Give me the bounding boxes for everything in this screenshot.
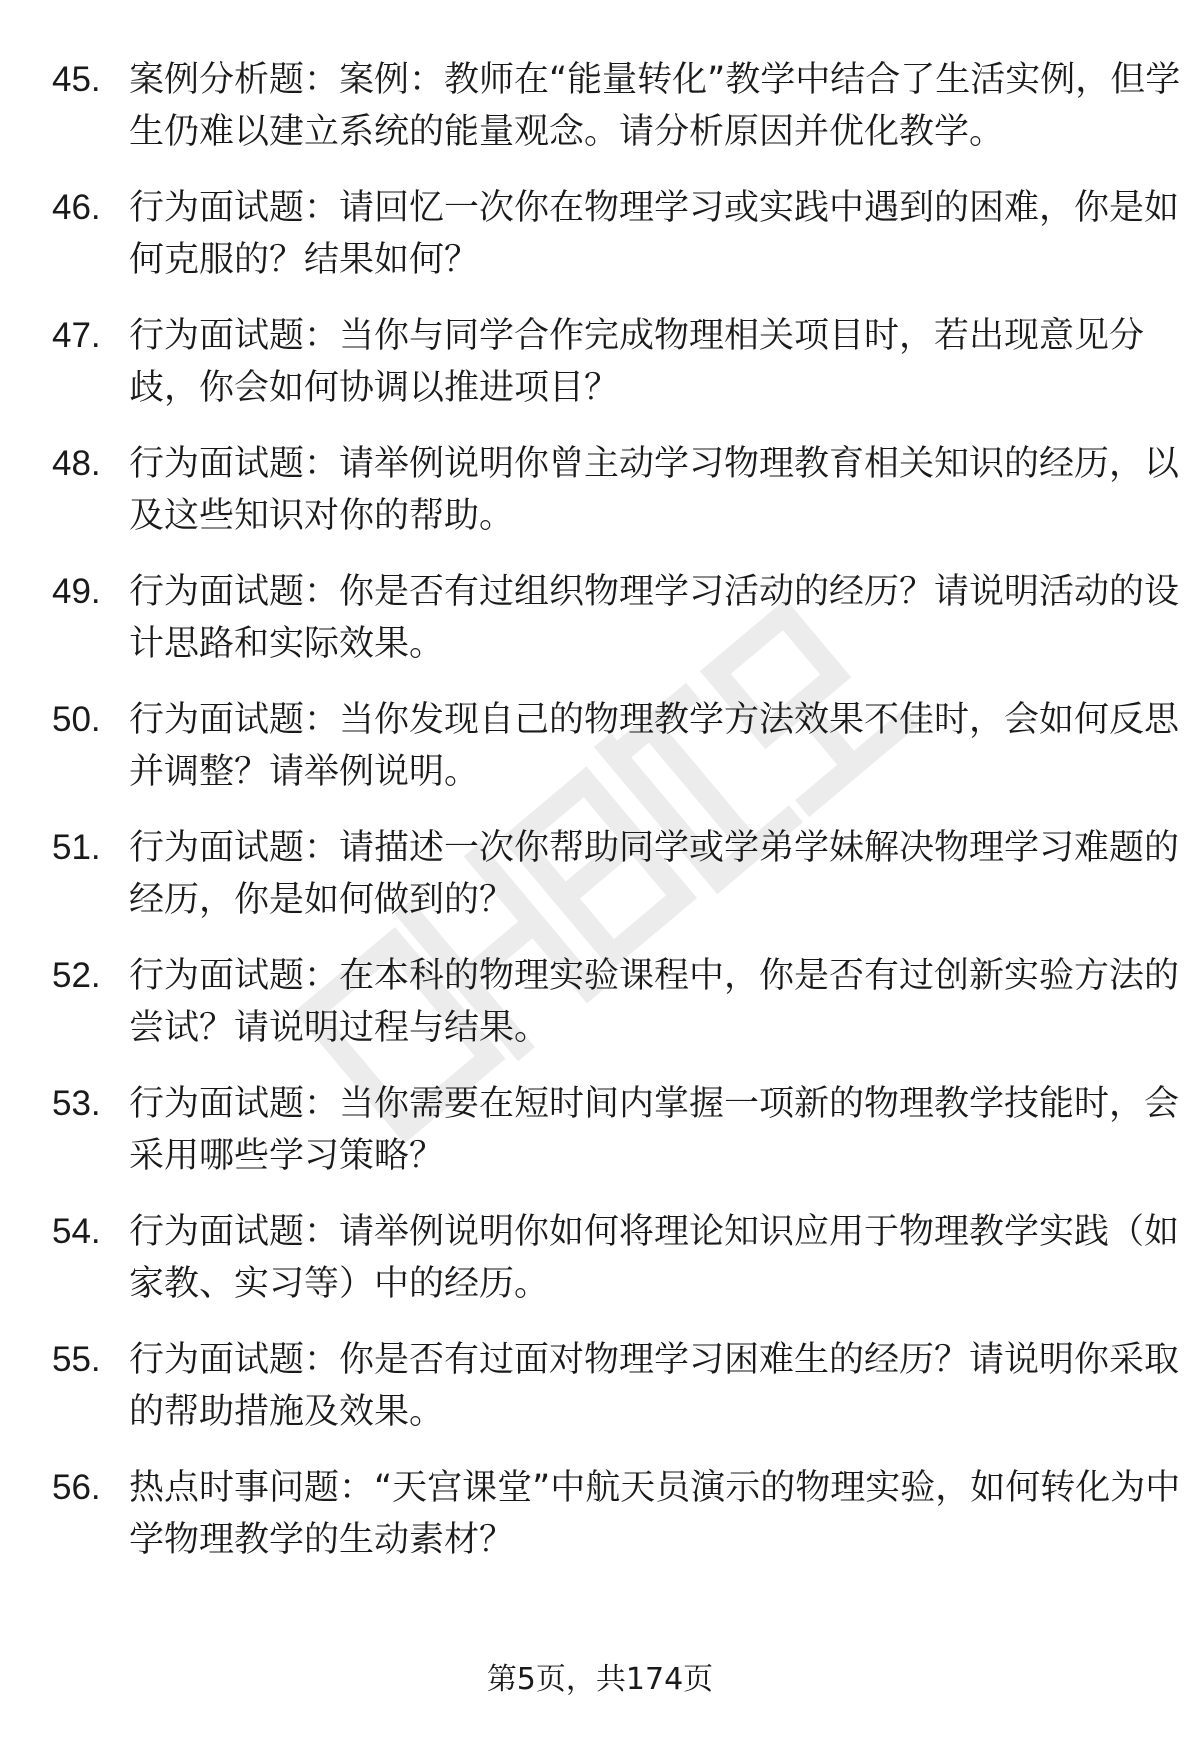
question-number: 54.: [52, 1212, 101, 1251]
question-number: 49.: [52, 572, 101, 611]
question-item: [52, 1334, 1180, 1438]
question-text: 行为面试题：请回忆一次你在物理学习或实践中遇到的困难，你是如何克服的？结果如何？: [129, 188, 1180, 280]
question-number: 51.: [52, 828, 101, 867]
question-text: 行为面试题：请描述一次你帮助同学或学弟学妹解决物理学习难题的经历，你是如何做到的？: [129, 828, 1180, 920]
question-item: [52, 1078, 1180, 1182]
page-footer: [0, 1660, 1200, 1700]
question-number: 52.: [52, 956, 101, 995]
question-number: 46.: [52, 188, 101, 227]
question-text: 行为面试题：当你需要在短时间内掌握一项新的物理教学技能时，会采用哪些学习策略？: [129, 1084, 1180, 1176]
question-item: [52, 694, 1180, 798]
question-text: 行为面试题：当你发现自己的物理教学方法效果不佳时，会如何反思并调整？请举例说明。: [129, 700, 1180, 792]
question-item: [52, 182, 1180, 286]
question-number: 45.: [52, 60, 101, 99]
question-item: [52, 1206, 1180, 1310]
question-text: 行为面试题：你是否有过面对物理学习困难生的经历？请说明你采取的帮助措施及效果。: [129, 1340, 1180, 1432]
question-text: 行为面试题：当你与同学合作完成物理相关项目时，若出现意见分歧，你会如何协调以推进项目？: [129, 316, 1145, 408]
question-number: 55.: [52, 1340, 101, 1379]
page-number-label: 第5页，共174页: [486, 1662, 714, 1697]
question-number: 47.: [52, 316, 101, 355]
question-item: [52, 822, 1180, 926]
question-item: [52, 438, 1180, 542]
question-number: 48.: [52, 444, 101, 483]
question-text: 热点时事问题：“天宫课堂”中航天员演示的物理实验，如何转化为中学物理教学的生动素材？: [129, 1468, 1181, 1560]
question-text: 行为面试题：请举例说明你如何将理论知识应用于物理教学实践（如家教、实习等）中的经历。: [129, 1212, 1180, 1304]
question-text: 案例分析题：案例：教师在“能量转化”教学中结合了生活实例，但学生仍难以建立系统的能量观念。请分析原因并优化教学。: [129, 60, 1181, 152]
question-item: [52, 950, 1180, 1054]
question-item: [52, 566, 1180, 670]
question-text: 行为面试题：你是否有过组织物理学习活动的经历？请说明活动的设计思路和实际效果。: [129, 572, 1180, 664]
question-number: 50.: [52, 700, 101, 739]
question-text: 行为面试题：在本科的物理实验课程中，你是否有过创新实验方法的尝试？请说明过程与结果。: [129, 956, 1180, 1048]
question-text: 行为面试题：请举例说明你曾主动学习物理教育相关知识的经历，以及这些知识对你的帮助。: [129, 444, 1180, 536]
question-item: [52, 310, 1162, 414]
question-number: 53.: [52, 1084, 101, 1123]
question-item: [52, 1462, 1181, 1566]
question-list: [52, 54, 1181, 1590]
question-item: [52, 54, 1181, 158]
question-number: 56.: [52, 1468, 101, 1507]
